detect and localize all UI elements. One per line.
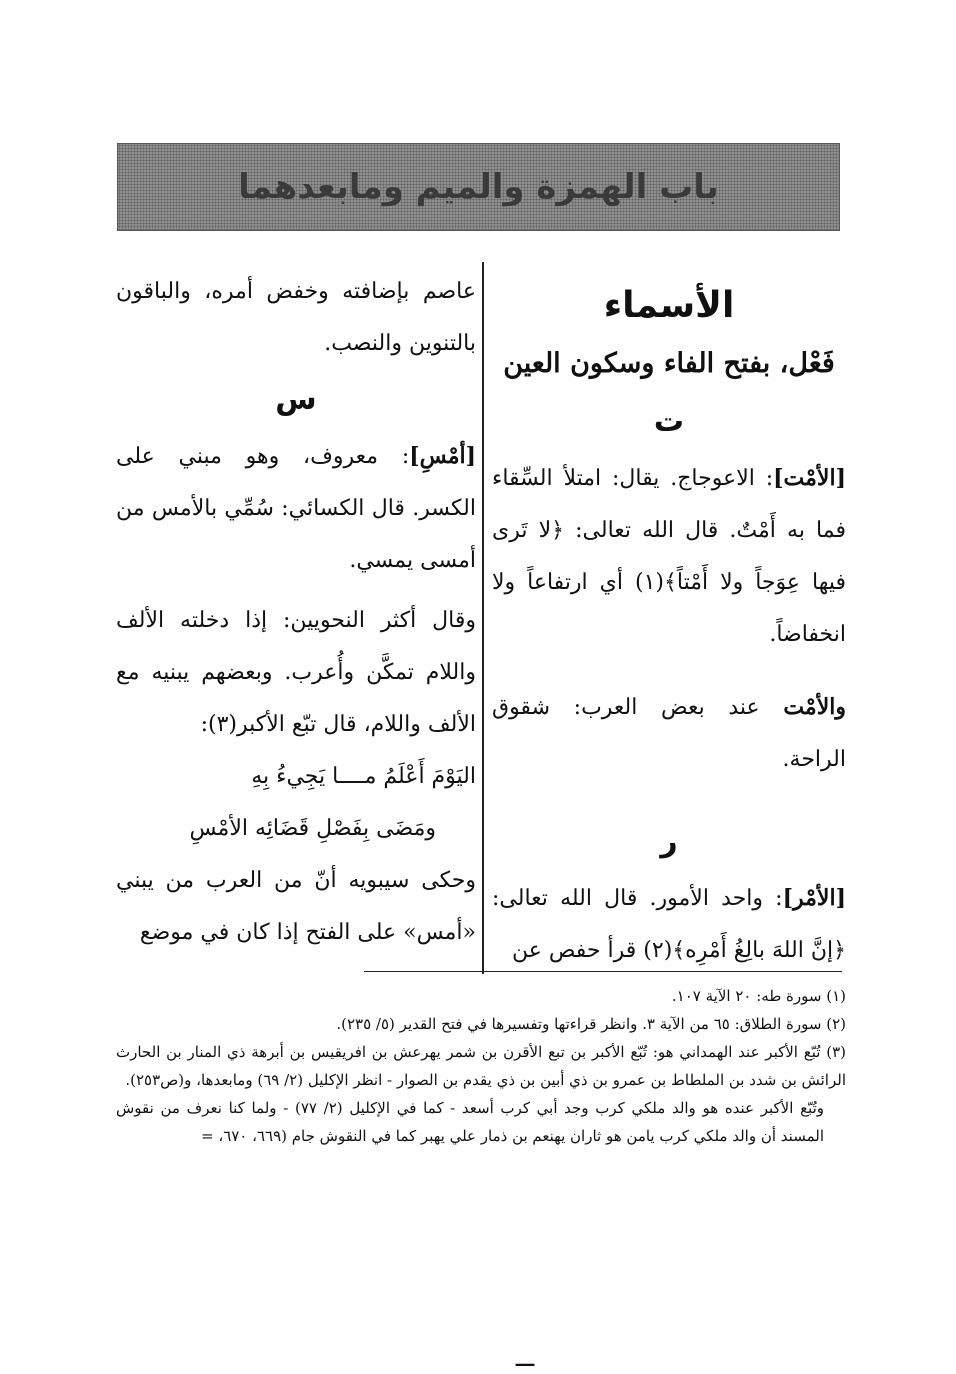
- verse-line-1: اليَوْمَ أَعْلَمُ مــــا يَجِيءُ بِهِ: [251, 764, 476, 789]
- entry-amr: [492, 872, 846, 977]
- footnote-3-continued: وتُبّع الأكبر عنده هو والد ملكي كرب وجد أبي كرب أسعد - كما في الإكليل (٢/ ٧٧) - ولما كنا نعرف من نقوش المسند أن والد ملكي كرب يامن هو ثاران يهنعم بن ذمار علي يهبر كما في النقوش جام (٦٦٩، ٦٧٠، =: [116, 1099, 824, 1145]
- entry-amt-para2: [492, 681, 846, 786]
- continuation-text: عاصم بإضافته وخفض أمره، والباقون بالتنوين والنصب.: [116, 279, 476, 356]
- footnote-1: (١) سورة طه: ٢٠ الآية ١٠٧.: [671, 987, 846, 1005]
- entry-ams-para3: وحكى سيبويه أنّ من العرب من يبني «أمس» على الفتح إذا كان في موضع: [116, 868, 476, 945]
- entry-text-amt: : الاعوجاج. يقال: امتلأ السِّقاء فما به أَمْتٌ. قال الله تعالى: ﴿لا تَرى فيها عِوَجاً ولا أَمْتاً﴾(١) أي ارتفاعاً ولا انخفاضاً.: [492, 466, 847, 647]
- footnote-3: (٣) تُبّع الأكبر عند الهمداني هو: تُبّع الأكبر بن تبع الأقرن بن شمر يهرعش بن افريقيس بن أبرهة ذي المنار بن الحارث الرائش بن شدد بن الملطاط بن عمرو بن ذي أبين بن ذي يقدم بن الصوار - انظر الإكليل (٢/ ٦٩) ومابعدها، و(ص٢٥٣).: [116, 1043, 846, 1089]
- footnote-rule: [364, 971, 842, 972]
- entry-text-ams: : معروف، وهو مبني على الكسر. قال الكسائي: سُمِّي بالأمس من أمسى يمسي.: [116, 444, 476, 573]
- entry-text-amt-2: عند بعض العرب: شقوق الراحة.: [492, 695, 846, 772]
- entry-amt: [492, 452, 846, 661]
- footnote-2: (٢) سورة الطلاق: ٦٥ من الآية ٣. وانظر قراءتها وتفسيرها في فتح القدير (٥/ ٢٣٥).: [336, 1015, 846, 1033]
- letter-heading-t: ت: [653, 404, 685, 439]
- entry-ams-para2: وقال أكثر النحويين: إذا دخلته الألف واللام تمكَّن وأُعرب. وبعضهم يبنيه مع الألف واللام، قال تبّع الأكبر(٣):: [116, 608, 476, 737]
- section-subheading: فَعْل، بفتح الفاء وسكون العين: [503, 348, 835, 379]
- entry-term-ams: [أمْسِ]: [409, 443, 476, 469]
- entry-text-amr: : واحد الأمور. قال الله تعالى: ﴿إنَّ اللهَ بالِغُ أَمْرِه﴾(٢) قرأ حفص عن: [492, 886, 846, 963]
- left-column: [116, 266, 476, 959]
- entry-term-amt-2: والأمْت: [783, 694, 846, 720]
- letter-heading-r: ر: [660, 824, 678, 859]
- entry-term-amr: [الأمْر]: [782, 885, 846, 911]
- letter-heading-s: س: [275, 382, 317, 417]
- right-column: [492, 276, 846, 977]
- page-mark: ـــ: [515, 1350, 535, 1371]
- entry-ams: [116, 430, 476, 587]
- verse-line-2: ومَضَى بِفَصْلِ قَضَائِه الأمْسِ: [189, 816, 436, 841]
- entry-term-amt: [الأمْت]: [773, 465, 846, 491]
- chapter-banner: [117, 143, 840, 231]
- column-divider: [482, 262, 484, 974]
- chapter-title: باب الهمزة والميم ومابعدهما: [238, 167, 719, 207]
- footnotes: [116, 982, 846, 1150]
- section-heading: الأسماء: [603, 285, 735, 326]
